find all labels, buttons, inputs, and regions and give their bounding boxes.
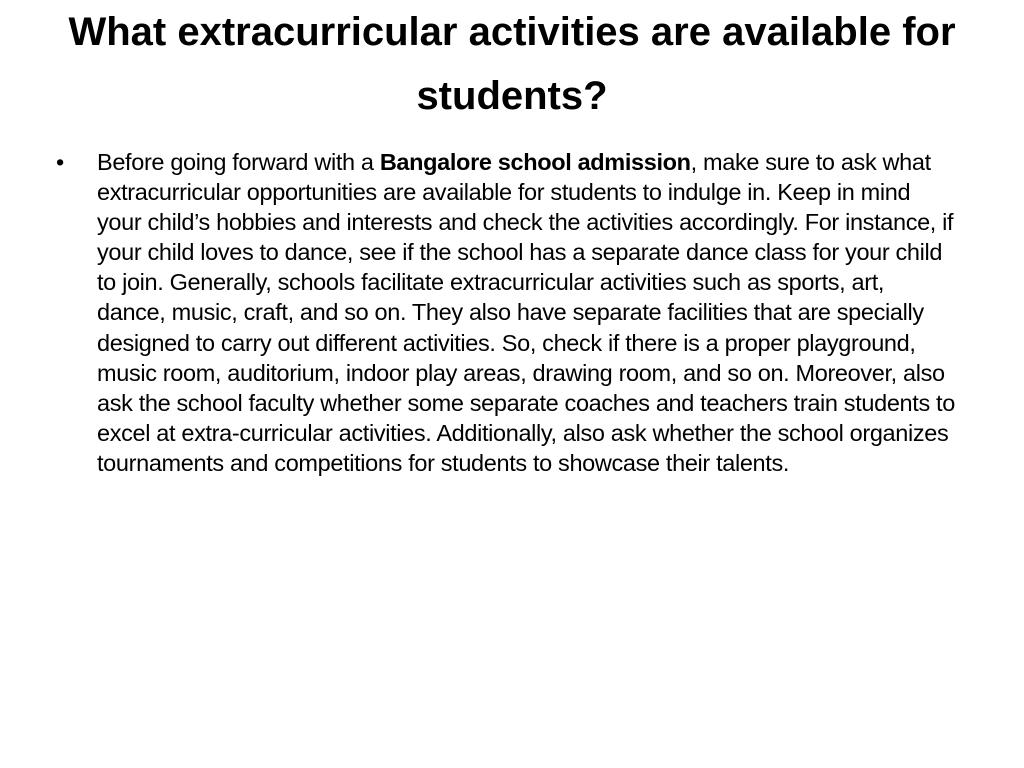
bullet-text-after: , make sure to ask what extracurricular opportunities are available for students to indulge in. Keep in mind your child’s hobbies and interests and check the activities accordingly. For instance, if your child loves to dance, see if the school has a separate dance class for your child to join. Generally, schools facilitate extracurricular activities such as sports, art, dance, music, craft, and so on. They also have separate facilities that are specially designed to carry out different activities. So, check if there is a proper playground, music room, auditorium, indoor play areas, drawing room, and so on. Moreover, also ask the school faculty whether some separate coaches and teachers train students to excel at extra-curricular activities. Additionally, also ask whether the school organizes tournaments and competitions for students to showcase their talents.: [97, 149, 955, 476]
slide-title: What extracurricular activities are available for students?: [68, 10, 956, 118]
bullet-list: [56, 147, 956, 478]
bullet-point-icon: •: [56, 149, 64, 175]
bangalore-school-admission-term: Bangalore school admission: [379, 149, 691, 175]
bullet-item: [56, 147, 956, 478]
bullet-text-before: Before going forward with a: [97, 149, 380, 175]
